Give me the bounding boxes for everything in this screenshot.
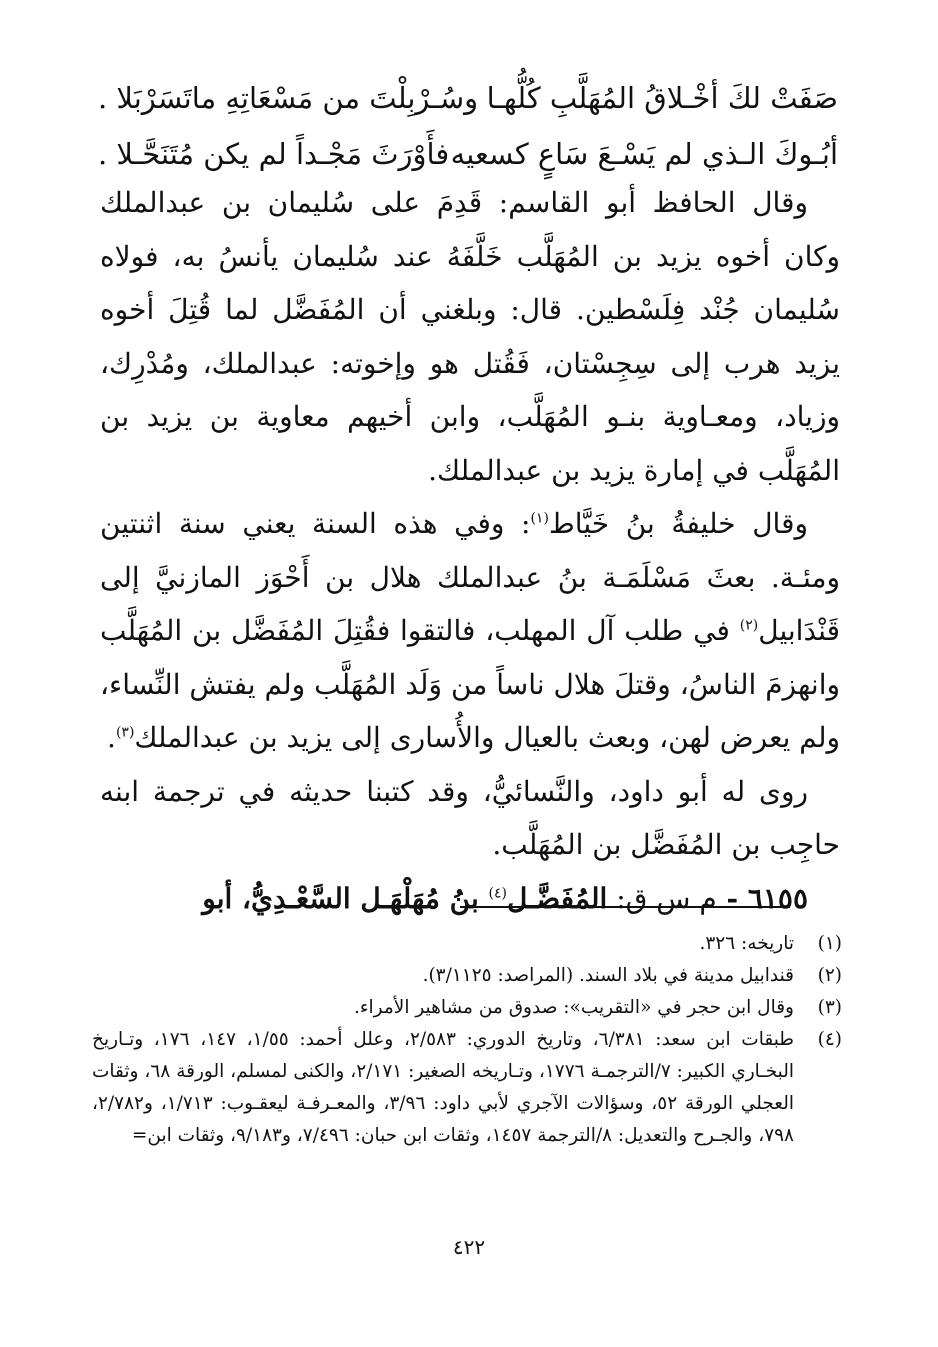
entry-name-rest: بنُ مُهَلْهَـل السَّعْـدِيُّ، أبو xyxy=(202,881,489,915)
footnote-ref[interactable]: (١) xyxy=(530,510,549,527)
poem-hemistich: صَفَتْ لكَ أخْـلاقُ المُهَلَّبِ كُلُّهـا xyxy=(486,81,838,115)
paragraph: وقال الحافظ أبو القاسم: قَدِمَ على سُليمان بن عبدالملك وكان أخوه يزيد بن المُهَلَّب خَلَّفَهُ عند سُليمان يأنسُ به، فولاه سُليمان جُنْد فِلَسْطين. قال: وبلغني أن المُفَضَّل لما قُتِلَ أخوه يزيد هرب إلى سِجِسْتان، فَقُتل هو وإخوته: عبدالملك، ومُدْرِك، وزياد، ومعـاوية بنـو المُهَلَّب، وابن أخيهم معاوية بن يزيد بن المُهَلَّب في إمارة يزيد بن عبدالملك. xyxy=(100,186,840,487)
footnote-ref[interactable]: (٣) xyxy=(115,724,135,741)
poem-hemistich: فأَوْرَثَ مَجْـداً لم يكن مُتَنَحَّـلا . xyxy=(98,137,450,171)
entry-name: المُفَضَّـل xyxy=(506,881,608,915)
footnote-separator xyxy=(460,906,790,908)
footnote-number: (٢) xyxy=(817,965,842,986)
text-run: وقال خليفةُ بنُ خَيَّاط xyxy=(548,507,808,540)
main-text xyxy=(100,176,840,925)
entry-heading xyxy=(100,872,840,926)
entry-number: ٦١٥٥ xyxy=(747,881,808,915)
footnote xyxy=(92,960,842,992)
poem-line xyxy=(98,126,838,182)
footnote-text: تاريخه: ٣٢٦. xyxy=(699,933,794,954)
footnote-ref[interactable]: (٤) xyxy=(488,885,507,902)
footnote-ref[interactable]: (٢) xyxy=(739,617,759,634)
text-run: : وفي هذه السنة يعني سنة اثنتين ومئـة. بعثَ مَسْلَمَـة بنُ عبدالملك هلال بن أَحْوَز المازنيَّ إلى قَنْدَابيل xyxy=(100,507,840,647)
footnotes xyxy=(92,928,842,1152)
footnote xyxy=(92,1024,842,1152)
text-run: في طلب آل المهلب، فالتقوا فقُتِلَ المُفَضَّل بن المُهَلَّب وانهزمَ الناسُ، وقتلَ هلال ناساً من وَلَد المُهَلَّب ولم يفتش النِّساء، ولم يعرض لهن، وبعث بالعيال والأُسارى إلى يزيد بن عبدالملك xyxy=(100,614,841,754)
page-number: ٤٢٢ xyxy=(452,1235,486,1259)
entry-dash: - xyxy=(716,881,748,915)
footnote-number: (١) xyxy=(817,933,842,954)
paragraph: روى له أبو داود، والنَّسائيُّ، وقد كتبنا حديثه في ترجمة ابنه حاجِب بن المُفَضَّل بن المُهَلَّب. xyxy=(100,774,840,861)
paragraph xyxy=(100,497,840,765)
poem-line xyxy=(98,70,838,126)
footnote-text: وقال ابن حجر في «التقريب»: صدوق من مشاهير الأمراء. xyxy=(353,997,794,1018)
footnote-text: قندابيل مدينة في بلاد السند. (المراصد: ٣/١١٢٥). xyxy=(422,965,794,986)
footnote xyxy=(92,992,842,1024)
footnote-number: (٣) xyxy=(817,997,842,1018)
footnote-number: (٤) xyxy=(817,1029,842,1050)
footnote-text: طبقات ابن سعد: ٦/٣٨١، وتاريخ الدوري: ٢/٥٨٣، وعلل أحمد: ١/٥٥، ١٤٧، ١٧٦، وتـاريخ البخـاري الكبير: ٧/الترجمـة ١٧٧٦، وتـاريخه الصغير: ٢/١٧١، والكنى لمسلم، الورقة ٦٨، وثقات العجلي الورقة ٥٢، وسؤالات الآجري لأبي داود: ٣/٩٦، والمعـرفـة ليعقـوب: ١/٧١٣، و٢/٧٨٢، ٧٩٨، والجـرح والتعديل: ٨/الترجمة ١٤٥٧، وثقات ابن حبان: ٧/٤٩٦، و٩/١٨٣، وثقات ابن= xyxy=(92,1029,795,1146)
text-run: . xyxy=(107,721,116,754)
poem-hemistich: أبُـوكَ الـذي لم يَسْـعَ سَاعٍ كسعيه xyxy=(450,137,838,171)
poem-hemistich: وسُـرْبِلْتَ من مَسْعَاتِهِ ماتَسَرْبَلا . xyxy=(98,81,479,115)
footnote xyxy=(92,928,842,960)
entry-symbols: م س ق: xyxy=(607,881,717,915)
